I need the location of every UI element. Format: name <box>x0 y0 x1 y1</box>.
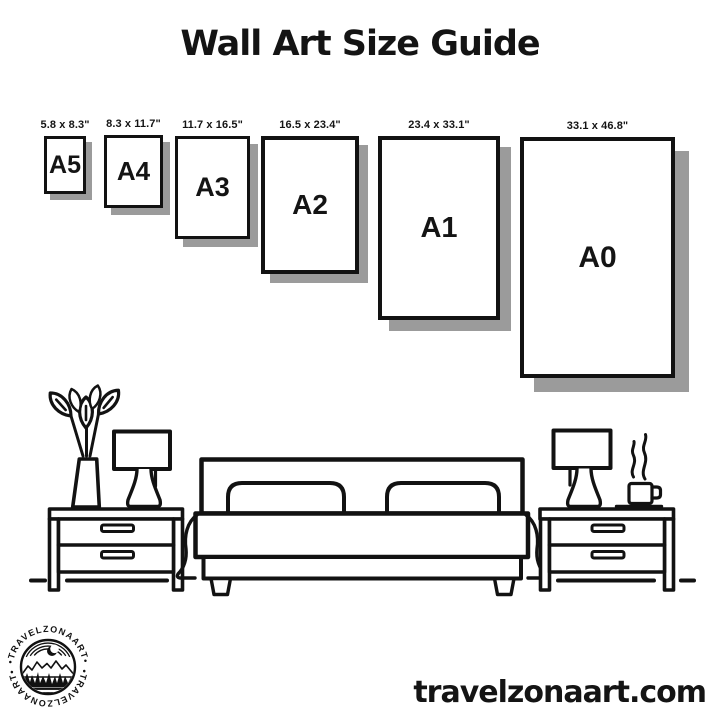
size-name-label: A4 <box>116 156 151 186</box>
size-name-label: A3 <box>195 172 230 202</box>
left-table-lamp-icon <box>114 432 170 507</box>
left-nightstand-icon <box>50 509 183 590</box>
size-name-label: A2 <box>292 189 328 220</box>
plant-vase-icon <box>46 384 124 507</box>
size-dimensions-label: 11.7 x 16.5" <box>182 119 243 131</box>
right-nightstand-icon <box>540 509 674 590</box>
coffee-mug-icon <box>617 435 662 507</box>
size-frame-a5 <box>44 136 86 194</box>
size-dimensions-label: 16.5 x 23.4" <box>279 119 341 131</box>
size-name-label: A1 <box>420 211 458 244</box>
size-frame-group-a3 <box>175 119 250 239</box>
website-url: travelzonaart.com <box>413 675 706 710</box>
size-frame-a1 <box>378 136 500 320</box>
size-dimensions-label: 23.4 x 33.1" <box>408 119 470 131</box>
page-title: Wall Art Size Guide <box>180 24 540 64</box>
bedroom-illustration <box>25 378 697 600</box>
size-frame-group-a1 <box>378 119 500 320</box>
size-frame-group-a2 <box>261 119 359 274</box>
size-frame-a4 <box>104 135 163 208</box>
right-table-lamp-icon <box>554 431 611 507</box>
size-frame-group-a4 <box>104 118 163 208</box>
size-dimensions-label: 33.1 x 46.8" <box>566 120 629 132</box>
size-frame-a3 <box>175 136 250 239</box>
bed-icon <box>177 460 545 595</box>
size-name-label: A0 <box>578 240 617 274</box>
logo-arc-text-top: •TRAVELZONAART• <box>5 623 91 665</box>
size-frame-a2 <box>261 136 359 274</box>
size-frame-group-a5 <box>40 119 90 194</box>
brand-logo-badge <box>4 621 92 713</box>
size-dimensions-label: 8.3 x 11.7" <box>106 118 161 130</box>
size-name-label: A5 <box>49 150 81 179</box>
size-frame-a0 <box>520 137 675 378</box>
size-dimensions-label: 5.8 x 8.3" <box>40 119 90 131</box>
logo-arc-text-bottom: •TRAVELZONAART• <box>6 668 90 709</box>
size-frame-group-a0 <box>520 120 675 378</box>
